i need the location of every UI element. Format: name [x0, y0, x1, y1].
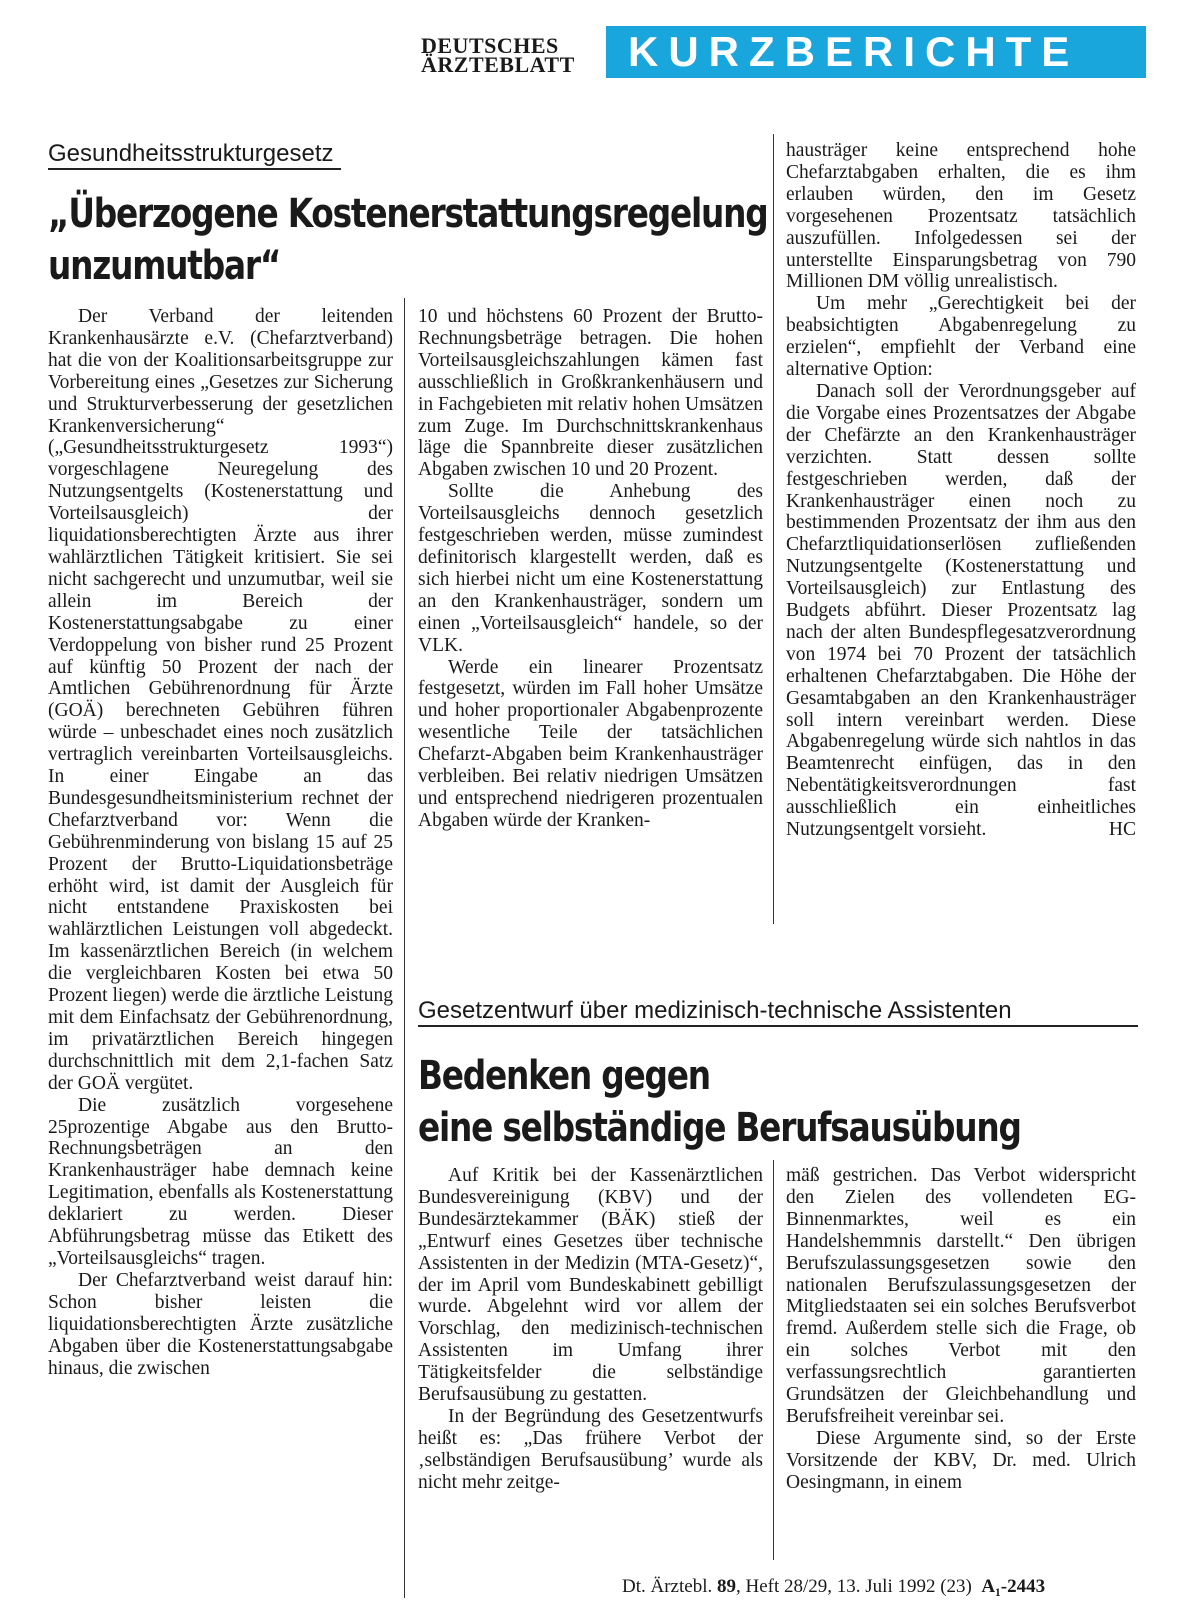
paragraph: [786, 381, 1136, 841]
citation-issue: , Heft 28/29, 13. Juli 1992 (23): [735, 1576, 972, 1597]
section-banner: [606, 26, 1146, 78]
paragraph-text: Danach soll der Verordnungsgeber auf die Vorgabe eines Prozentsatzes der Abgabe der Chefärzte an den Krankenhausträger verzichten. Statt dessen sollte festgeschrieben werden, daß der Krankenhausträger einen noch zu bestimmenden Prozentsatz der ihm aus den Chefarztliquidationserlösen zufließenden Nutzungsentgelte (Kostenerstattung und Vorteilsausgleich) zur Entlastung des Budgets abführt. Dieser Prozentsatz lag nach der alten Bundespflegesatzverordnung von 1974 bei 70 Prozent der tatsächlich erhaltenen Chefarztabgaben. Die Höhe der Gesamtabgaben an den Krankenhausträger soll intern vereinbart werden. Diese Abgabenregelung würde sich nahtlos in das Beamtenrecht einfügen, das in den Nebentätigkeitsverordnungen fast ausschließlich ein einheitliches Nutzungsentgelt vorsieht.: [786, 380, 1136, 841]
paragraph: Diese Argumente sind, so der Erste Vorsitzende der KBV, Dr. med. Ulrich Oesingmann, in einem: [786, 1427, 1136, 1493]
article2-headline-line2: eine selbständige Berufsausübung: [418, 1105, 1021, 1151]
citation-volume: 89: [716, 1576, 736, 1597]
paragraph: 10 und höchstens 60 Prozent der Brutto-Rechnungsbeträge betragen. Die hohen Vorteilsausgleichszahlungen kämen fast ausschließlich in Großkrankenhäusern und in Fachgebieten mit relativ hohen Umsätzen zum Zuge. Im Durchschnittskrankenhaus läge die Spannbreite dieser zusätzlichen Abgaben zwischen 10 und 20 Prozent.: [418, 306, 763, 481]
article1-column-3: [786, 140, 1136, 841]
logo-line-2: ÄRZTEBLATT: [421, 52, 575, 77]
publication-logo: [421, 33, 593, 77]
paragraph: In der Begründung des Gesetzentwurfs heißt es: „Das frühere Verbot der ‚selbständigen Berufsausübung’ wurde als nicht mehr zeitge-: [418, 1405, 763, 1493]
article2-column-1: [418, 1165, 763, 1494]
citation-prefix: Dt. Ärztebl.: [622, 1576, 713, 1597]
author-signature: HC: [1108, 819, 1136, 841]
paragraph: Die zusätzlich vorgesehene 25prozentige Abgabe aus den Brutto-Rechnungsbeträgen an den Krankenhausträger habe demnach keine Legitimation, ebenfalls als Kostenerstattung deklariert zu werden. Dieser Abführungsbetrag müsse das Etikett des „Vorteilsausgleichs“ tragen.: [48, 1094, 393, 1269]
page-footer: [622, 1576, 1045, 1598]
article1-column-1: [48, 306, 393, 1379]
article1-headline-line2: unzumutbar“: [48, 243, 281, 289]
paragraph: Werde ein linearer Prozentsatz festgesetzt, würden im Fall hoher Umsätze und hoher proportionaler Abgabenprozente wesentliche Teile der tatsächlichen Chefarzt-Abgaben beim Krankenhausträger verbleiben. Bei relativ niedrigen Umsätzen und entsprechend niedrigeren prozentualen Abgaben würde der Kranken-: [418, 656, 763, 831]
article1-column-2: [418, 306, 763, 832]
section-title: KURZBERICHTE: [628, 28, 1080, 75]
paragraph: Auf Kritik bei der Kassenärztlichen Bundesvereinigung (KBV) und der Bundesärztekammer (BÄK) stieß der „Entwurf eines Gesetzes über technische Assistenten in der Medizin (MTA-Gesetz)“, der im April vom Bundeskabinett gebilligt wurde. Abgelehnt wird vor allem der Vorschlag, den medizinisch-technischen Assistenten im Umfang ihrer Tätigkeitsfelder die selbständige Berufsausübung zu gestatten.: [418, 1165, 763, 1406]
article1-headline-line1: „Überzogene Kostenerstattungsregelung: [48, 191, 768, 237]
page-number: A₁-2443: [981, 1576, 1046, 1597]
article2-column-2: [786, 1165, 1136, 1494]
paragraph: Der Chefarztverband weist darauf hin: Schon bisher leisten die liquidationsberechtigten Ärzte zusätzliche Abgaben über die Kostenerstattungsabgabe hinaus, die zwischen: [48, 1269, 393, 1379]
article2-headline-line1: Bedenken gegen: [418, 1053, 710, 1099]
article2-headline: [418, 1050, 1021, 1154]
article1-kicker: Gesundheitsstrukturgesetz: [48, 140, 341, 170]
column-divider: [773, 134, 774, 924]
column-divider: [404, 298, 405, 1598]
paragraph: Sollte die Anhebung des Vorteilsausgleichs dennoch gesetzlich festgeschrieben werden, müsse zumindest definitorisch klargestellt werden, daß es sich hierbei nicht um eine Kostenerstattung an den Krankenhausträger, sondern um einen „Vorteilsausgleich“ handele, so der VLK.: [418, 481, 763, 656]
paragraph: Der Verband der leitenden Krankenhausärzte e.V. (Chefarztverband) hat die von der Koalitionsarbeitsgruppe zur Vorbereitung eines „Gesetzes zur Sicherung und Strukturverbesserung der gesetzlichen Krankenversicherung“ („Gesundheitsstrukturgesetz 1993“) vorgeschlagene Neuregelung des Nutzungsentgelts (Kostenerstattung und Vorteilsausgleich) der liquidationsberechtigten Ärzte aus ihrer wahlärztlichen Tätigkeit kritisiert. Sie sei nicht sachgerecht und unzumutbar, weil sie allein im Bereich der Kostenerstattungsabgabe zu einer Verdoppelung von bisher rund 25 Prozent auf künftig 50 Prozent der nach der Amtlichen Gebührenordnung für Ärzte (GOÄ) berechneten Gebühren führen würde – unbeschadet eines noch zusätzlich vertraglich vereinbarten Vorteilsausgleichs. In einer Eingabe an das Bundesgesundheitsministerium rechnet der Chefarztverband vor: Wenn die Gebührenminderung von bislang 15 auf 25 Prozent der Brutto-Liquidationsbeträge erhöht wird, ist damit der Ausgleich für nicht entstandene Praxiskosten bei wahlärztlichen Leistungen voll abgedeckt. Im kassenärztlichen Bereich (in welchem die vergleichbaren Kosten bei etwa 50 Prozent liegen) werde die ärztliche Leistung mit dem Einfachsatz der Gebührenordnung, im privatärztlichen Bereich hingegen durchschnittlich mit dem 2,1-fachen Satz der GOÄ vergütet.: [48, 306, 393, 1094]
logo-line-1: DEUTSCHES: [421, 33, 559, 58]
article2-kicker: Gesetzentwurf über medizinisch-technische Assistenten: [418, 997, 1138, 1027]
paragraph: hausträger keine entsprechend hohe Chefarztabgaben erhalten, die es ihm erlauben würden, den im Gesetz vorgesehenen Prozentsatz tatsächlich auszufüllen. Infolgedessen sei der unterstellte Einsparungsbetrag von 790 Millionen DM völlig unrealistisch.: [786, 140, 1136, 293]
article1-headline: [48, 188, 768, 292]
paragraph: Um mehr „Gerechtigkeit bei der beabsichtigten Abgabenregelung zu erzielen“, empfiehlt der Verband eine alternative Option:: [786, 293, 1136, 381]
column-divider: [773, 1160, 774, 1560]
paragraph: mäß gestrichen. Das Verbot widerspricht den Zielen des vollendeten EG-Binnenmarktes, weil es ein Handelshemmnis darstellt.“ Den übrigen Berufszulassungsgesetzen sowie den nationalen Berufszulassungsgesetzen der Mitgliedstaaten sei ein solches Berufsverbot fremd. Außerdem stelle sich die Frage, ob ein solches Verbot mit den verfassungsrechtlich garantierten Grundsätzen der Gleichbehandlung und Berufsfreiheit vereinbar sei.: [786, 1165, 1136, 1427]
